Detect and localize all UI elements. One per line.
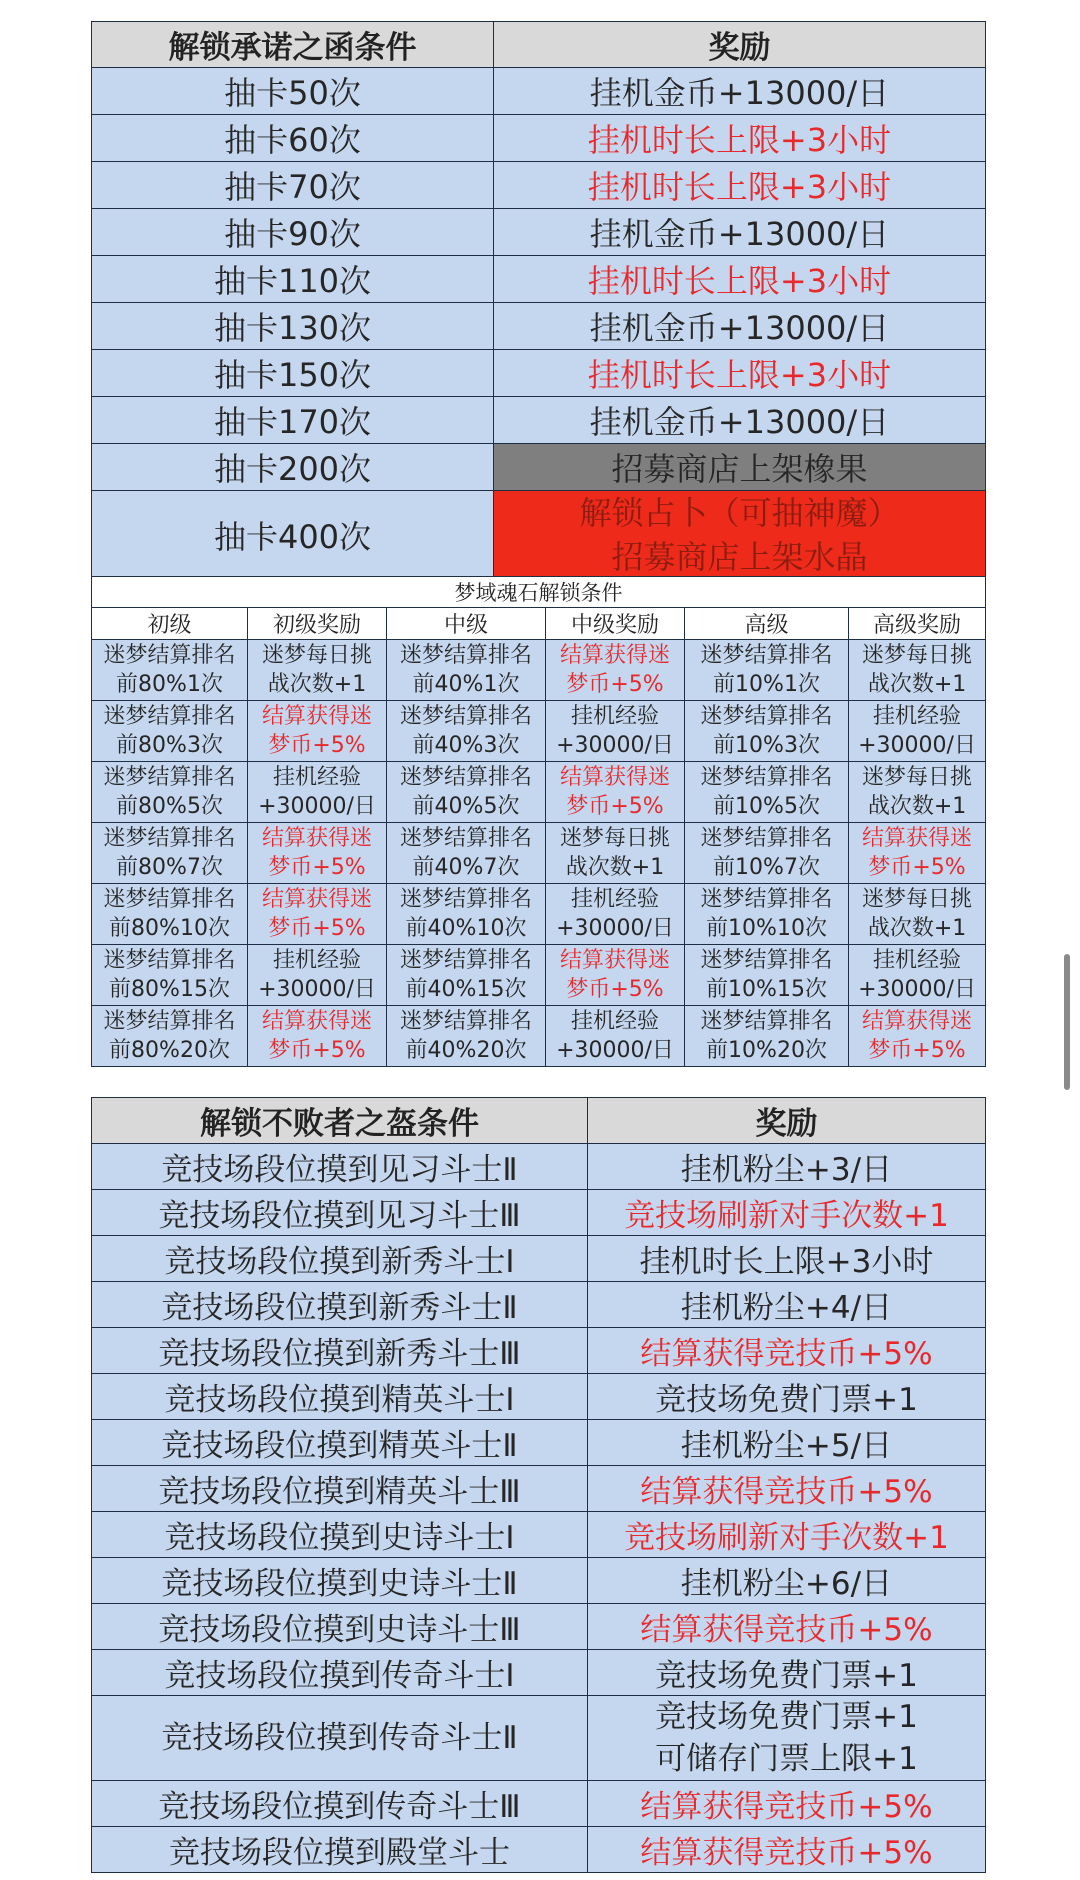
table-cell <box>248 762 387 823</box>
cell-line: 迷梦结算排名 <box>700 704 833 729</box>
cell-line: 结算获得迷 <box>862 826 973 851</box>
cell-line: 迷梦每日挑 <box>261 643 372 668</box>
table-cell <box>685 640 849 701</box>
cell-line: 迷梦结算排名 <box>103 643 236 668</box>
cell-line: +30000/日 <box>556 1038 674 1063</box>
table-cell <box>685 701 849 762</box>
cell-line: 迷梦结算排名 <box>103 826 236 851</box>
table-row <box>92 1604 986 1650</box>
cell-line: 前10%15次 <box>706 977 827 1002</box>
promise-letter-table <box>91 21 986 580</box>
cell-line: 前10%5次 <box>713 794 820 819</box>
condition-cell: 抽卡200次 <box>92 444 494 491</box>
cell-line: 战次数+1 <box>867 916 967 941</box>
cell-line: 战次数+1 <box>867 672 967 697</box>
column-header: 初级奖励 <box>248 608 387 640</box>
column-header: 初级 <box>92 608 248 640</box>
condition-cell: 竞技场段位摸到见习斗士Ⅱ <box>92 1144 588 1190</box>
cell-line: 前80%15次 <box>109 977 230 1002</box>
cell-line: 前10%7次 <box>713 855 820 880</box>
table-row <box>92 1558 986 1604</box>
cell-line: 前40%5次 <box>412 794 520 819</box>
table-row <box>92 1328 986 1374</box>
table-row <box>92 350 986 397</box>
table-cell <box>387 640 546 701</box>
cell-line: 结算获得迷 <box>559 765 670 790</box>
cell-line: 梦币+5% <box>268 916 366 941</box>
cell-line: 迷梦结算排名 <box>700 765 833 790</box>
cell-line: 前10%10次 <box>706 916 827 941</box>
condition-header: 解锁承诺之函条件 <box>92 22 494 68</box>
table-row <box>92 1190 986 1236</box>
cell-line: 梦币+5% <box>566 977 664 1002</box>
table-row <box>92 115 986 162</box>
cell-line: 前80%10次 <box>109 916 230 941</box>
table-cell <box>92 640 248 701</box>
column-header: 中级奖励 <box>546 608 685 640</box>
reward-cell: 结算获得竞技币+5% <box>588 1827 986 1873</box>
condition-header: 解锁不败者之盔条件 <box>92 1098 588 1144</box>
condition-cell: 抽卡90次 <box>92 209 494 256</box>
reward-cell-highlight-gray: 招募商店上架橡果 <box>494 444 986 491</box>
cell-line: 迷梦结算排名 <box>399 887 532 912</box>
reward-cell: 竞技场刷新对手次数+1 <box>588 1190 986 1236</box>
condition-cell: 抽卡70次 <box>92 162 494 209</box>
reward-cell <box>588 1696 986 1781</box>
cell-line: 迷梦结算排名 <box>399 704 532 729</box>
table-row <box>92 68 986 115</box>
table-header-row <box>92 22 986 68</box>
table-row <box>92 256 986 303</box>
reward-cell: 挂机时长上限+3小时 <box>494 256 986 303</box>
table-cell <box>248 640 387 701</box>
table-row <box>92 823 986 884</box>
table-cell <box>248 1006 387 1067</box>
cell-line: 挂机经验 <box>570 1009 659 1034</box>
reward-cell: 挂机粉尘+5/日 <box>588 1420 986 1466</box>
table-header-row <box>92 608 986 640</box>
reward-cell: 挂机金币+13000/日 <box>494 68 986 115</box>
condition-cell: 竞技场段位摸到史诗斗士Ⅱ <box>92 1558 588 1604</box>
cell-line: 前40%1次 <box>412 672 520 697</box>
table-row <box>92 884 986 945</box>
cell-line: 迷梦结算排名 <box>399 948 532 973</box>
table-cell <box>849 823 986 884</box>
table-cell <box>546 1006 685 1067</box>
table-row <box>92 491 986 580</box>
table-cell <box>92 762 248 823</box>
reward-cell: 竞技场刷新对手次数+1 <box>588 1512 986 1558</box>
table-row <box>92 1236 986 1282</box>
cell-line: 结算获得迷 <box>261 826 372 851</box>
cell-line: 前10%20次 <box>706 1038 827 1063</box>
reward-cell: 挂机时长上限+3小时 <box>494 350 986 397</box>
table-row <box>92 640 986 701</box>
table-row <box>92 209 986 256</box>
table-row <box>92 303 986 350</box>
table-row <box>92 1006 986 1067</box>
cell-line: 前10%1次 <box>713 672 820 697</box>
condition-cell: 竞技场段位摸到新秀斗士Ⅰ <box>92 1236 588 1282</box>
reward-cell: 挂机金币+13000/日 <box>494 209 986 256</box>
cell-line: 挂机经验 <box>570 704 659 729</box>
column-header: 中级 <box>387 608 546 640</box>
table-cell <box>849 640 986 701</box>
table-cell <box>849 1006 986 1067</box>
cell-line: 挂机经验 <box>873 948 962 973</box>
cell-line: 迷梦结算排名 <box>399 1009 532 1034</box>
table-row <box>92 762 986 823</box>
reward-cell: 竞技场免费门票+1 <box>588 1374 986 1420</box>
cell-line: 梦币+5% <box>566 794 664 819</box>
cell-line: 迷梦结算排名 <box>399 826 532 851</box>
reward-cell: 挂机时长上限+3小时 <box>588 1236 986 1282</box>
condition-cell: 竞技场段位摸到殿堂斗士 <box>92 1827 588 1873</box>
condition-cell: 竞技场段位摸到新秀斗士Ⅲ <box>92 1328 588 1374</box>
condition-cell: 抽卡110次 <box>92 256 494 303</box>
condition-cell: 抽卡130次 <box>92 303 494 350</box>
cell-line: +30000/日 <box>858 733 976 758</box>
cell-line: 前40%10次 <box>405 916 527 941</box>
cell-line: 结算获得迷 <box>862 1009 973 1034</box>
cell-line: 前40%3次 <box>412 733 520 758</box>
table-cell <box>92 701 248 762</box>
table-cell <box>92 823 248 884</box>
reward-line: 可储存门票上限+1 <box>655 1741 918 1777</box>
table-cell <box>387 762 546 823</box>
cell-line: 前80%5次 <box>116 794 223 819</box>
condition-cell: 抽卡170次 <box>92 397 494 444</box>
condition-cell: 竞技场段位摸到传奇斗士Ⅰ <box>92 1650 588 1696</box>
condition-cell: 抽卡400次 <box>92 491 494 580</box>
cell-line: 战次数+1 <box>867 794 967 819</box>
table-cell <box>685 884 849 945</box>
condition-cell: 竞技场段位摸到精英斗士Ⅱ <box>92 1420 588 1466</box>
condition-cell: 抽卡50次 <box>92 68 494 115</box>
cell-line: 前40%20次 <box>405 1038 527 1063</box>
reward-cell: 结算获得竞技币+5% <box>588 1466 986 1512</box>
table-row <box>92 1374 986 1420</box>
condition-cell: 抽卡150次 <box>92 350 494 397</box>
table-cell <box>685 762 849 823</box>
cell-line: 迷梦结算排名 <box>399 643 532 668</box>
reward-cell: 结算获得竞技币+5% <box>588 1604 986 1650</box>
table-cell <box>92 945 248 1006</box>
table-cell <box>387 823 546 884</box>
condition-cell: 竞技场段位摸到精英斗士Ⅲ <box>92 1466 588 1512</box>
reward-cell: 挂机粉尘+3/日 <box>588 1144 986 1190</box>
column-header: 高级 <box>685 608 849 640</box>
table-row <box>92 1827 986 1873</box>
cell-line: 迷梦每日挑 <box>559 826 670 851</box>
table-cell <box>546 640 685 701</box>
cell-line: 战次数+1 <box>565 855 665 880</box>
cell-line: 迷梦结算排名 <box>700 948 833 973</box>
cell-line: 前80%1次 <box>116 672 223 697</box>
table-cell <box>387 1006 546 1067</box>
cell-line: 结算获得迷 <box>559 643 670 668</box>
cell-line: 梦币+5% <box>268 1038 366 1063</box>
cell-line: 挂机经验 <box>873 704 962 729</box>
reward-cell: 挂机时长上限+3小时 <box>494 115 986 162</box>
table-cell <box>387 701 546 762</box>
cell-line: 前10%3次 <box>713 733 820 758</box>
cell-line: 梦币+5% <box>268 855 366 880</box>
scrollbar[interactable] <box>1064 954 1070 1090</box>
table-row <box>92 1282 986 1328</box>
table-title: 梦域魂石解锁条件 <box>92 577 986 608</box>
cell-line: 梦币+5% <box>268 733 366 758</box>
table-title-row <box>92 577 986 608</box>
table-row <box>92 1650 986 1696</box>
cell-line: 迷梦结算排名 <box>103 1009 236 1034</box>
table-cell <box>92 1006 248 1067</box>
cell-line: 前80%7次 <box>116 855 223 880</box>
cell-line: +30000/日 <box>556 916 674 941</box>
table-cell <box>248 884 387 945</box>
reward-cell-highlight-red <box>494 491 986 580</box>
cell-line: 迷梦结算排名 <box>700 1009 833 1034</box>
table-cell <box>849 701 986 762</box>
table-row <box>92 444 986 491</box>
soulstone-unlock-table <box>91 576 986 1067</box>
reward-cell: 结算获得竞技币+5% <box>588 1781 986 1827</box>
table-row <box>92 162 986 209</box>
table-row <box>92 1512 986 1558</box>
table-header-row <box>92 1098 986 1144</box>
table-cell <box>546 945 685 1006</box>
reward-cell: 挂机金币+13000/日 <box>494 303 986 350</box>
cell-line: 梦币+5% <box>868 855 966 880</box>
cell-line: 结算获得迷 <box>261 887 372 912</box>
reward-header: 奖励 <box>494 22 986 68</box>
reward-header: 奖励 <box>588 1098 986 1144</box>
table-row <box>92 701 986 762</box>
cell-line: 迷梦每日挑 <box>862 887 973 912</box>
table-row <box>92 1696 986 1781</box>
cell-line: 前80%3次 <box>116 733 223 758</box>
condition-cell: 竞技场段位摸到精英斗士Ⅰ <box>92 1374 588 1420</box>
cell-line: 前40%7次 <box>412 855 520 880</box>
reward-cell: 挂机金币+13000/日 <box>494 397 986 444</box>
cell-line: 战次数+1 <box>267 672 367 697</box>
table-cell <box>248 823 387 884</box>
table-row <box>92 945 986 1006</box>
cell-line: +30000/日 <box>258 794 376 819</box>
table-row <box>92 1420 986 1466</box>
cell-line: 梦币+5% <box>868 1038 966 1063</box>
cell-line: 迷梦结算排名 <box>103 765 236 790</box>
table-cell <box>849 945 986 1006</box>
reward-cell: 竞技场免费门票+1 <box>588 1650 986 1696</box>
cell-line: 迷梦结算排名 <box>103 704 236 729</box>
cell-line: 挂机经验 <box>272 948 361 973</box>
cell-line: 迷梦结算排名 <box>103 887 236 912</box>
cell-line: 迷梦结算排名 <box>700 887 833 912</box>
reward-cell: 结算获得竞技币+5% <box>588 1328 986 1374</box>
undefeated-helm-table <box>91 1097 986 1873</box>
table-cell <box>92 884 248 945</box>
cell-line: 迷梦结算排名 <box>700 826 833 851</box>
condition-cell: 竞技场段位摸到新秀斗士Ⅱ <box>92 1282 588 1328</box>
table-cell <box>849 884 986 945</box>
cell-line: 迷梦每日挑 <box>862 765 973 790</box>
cell-line: 迷梦每日挑 <box>862 643 973 668</box>
table-cell <box>387 945 546 1006</box>
table-cell <box>546 762 685 823</box>
table-row <box>92 1781 986 1827</box>
table-cell <box>685 1006 849 1067</box>
reward-line: 招募商店上架水晶 <box>611 538 868 576</box>
cell-line: 梦币+5% <box>566 672 664 697</box>
condition-cell: 抽卡60次 <box>92 115 494 162</box>
table-cell <box>685 945 849 1006</box>
cell-line: 迷梦结算排名 <box>399 765 532 790</box>
reward-line: 竞技场免费门票+1 <box>655 1699 918 1735</box>
table-cell <box>248 701 387 762</box>
cell-line: +30000/日 <box>858 977 976 1002</box>
cell-line: 前40%15次 <box>405 977 527 1002</box>
table-cell <box>685 823 849 884</box>
table-row <box>92 397 986 444</box>
cell-line: 结算获得迷 <box>559 948 670 973</box>
cell-line: +30000/日 <box>258 977 376 1002</box>
table-cell <box>546 884 685 945</box>
cell-line: 前80%20次 <box>109 1038 230 1063</box>
condition-cell: 竞技场段位摸到见习斗士Ⅲ <box>92 1190 588 1236</box>
table-cell <box>546 823 685 884</box>
cell-line: 迷梦结算排名 <box>103 948 236 973</box>
cell-line: 挂机经验 <box>570 887 659 912</box>
reward-cell: 挂机粉尘+6/日 <box>588 1558 986 1604</box>
condition-cell: 竞技场段位摸到史诗斗士Ⅰ <box>92 1512 588 1558</box>
column-header: 高级奖励 <box>849 608 986 640</box>
cell-line: 结算获得迷 <box>261 704 372 729</box>
reward-cell: 挂机时长上限+3小时 <box>494 162 986 209</box>
cell-line: 结算获得迷 <box>261 1009 372 1034</box>
reward-line: 解锁占卜（可抽神魔） <box>579 494 900 532</box>
cell-line: +30000/日 <box>556 733 674 758</box>
cell-line: 迷梦结算排名 <box>700 643 833 668</box>
table-cell <box>849 762 986 823</box>
table-row <box>92 1466 986 1512</box>
table-cell <box>546 701 685 762</box>
table-cell <box>248 945 387 1006</box>
condition-cell: 竞技场段位摸到传奇斗士Ⅱ <box>92 1696 588 1781</box>
condition-cell: 竞技场段位摸到史诗斗士Ⅲ <box>92 1604 588 1650</box>
cell-line: 挂机经验 <box>272 765 361 790</box>
table-cell <box>387 884 546 945</box>
table-row <box>92 1144 986 1190</box>
condition-cell: 竞技场段位摸到传奇斗士Ⅲ <box>92 1781 588 1827</box>
reward-cell: 挂机粉尘+4/日 <box>588 1282 986 1328</box>
